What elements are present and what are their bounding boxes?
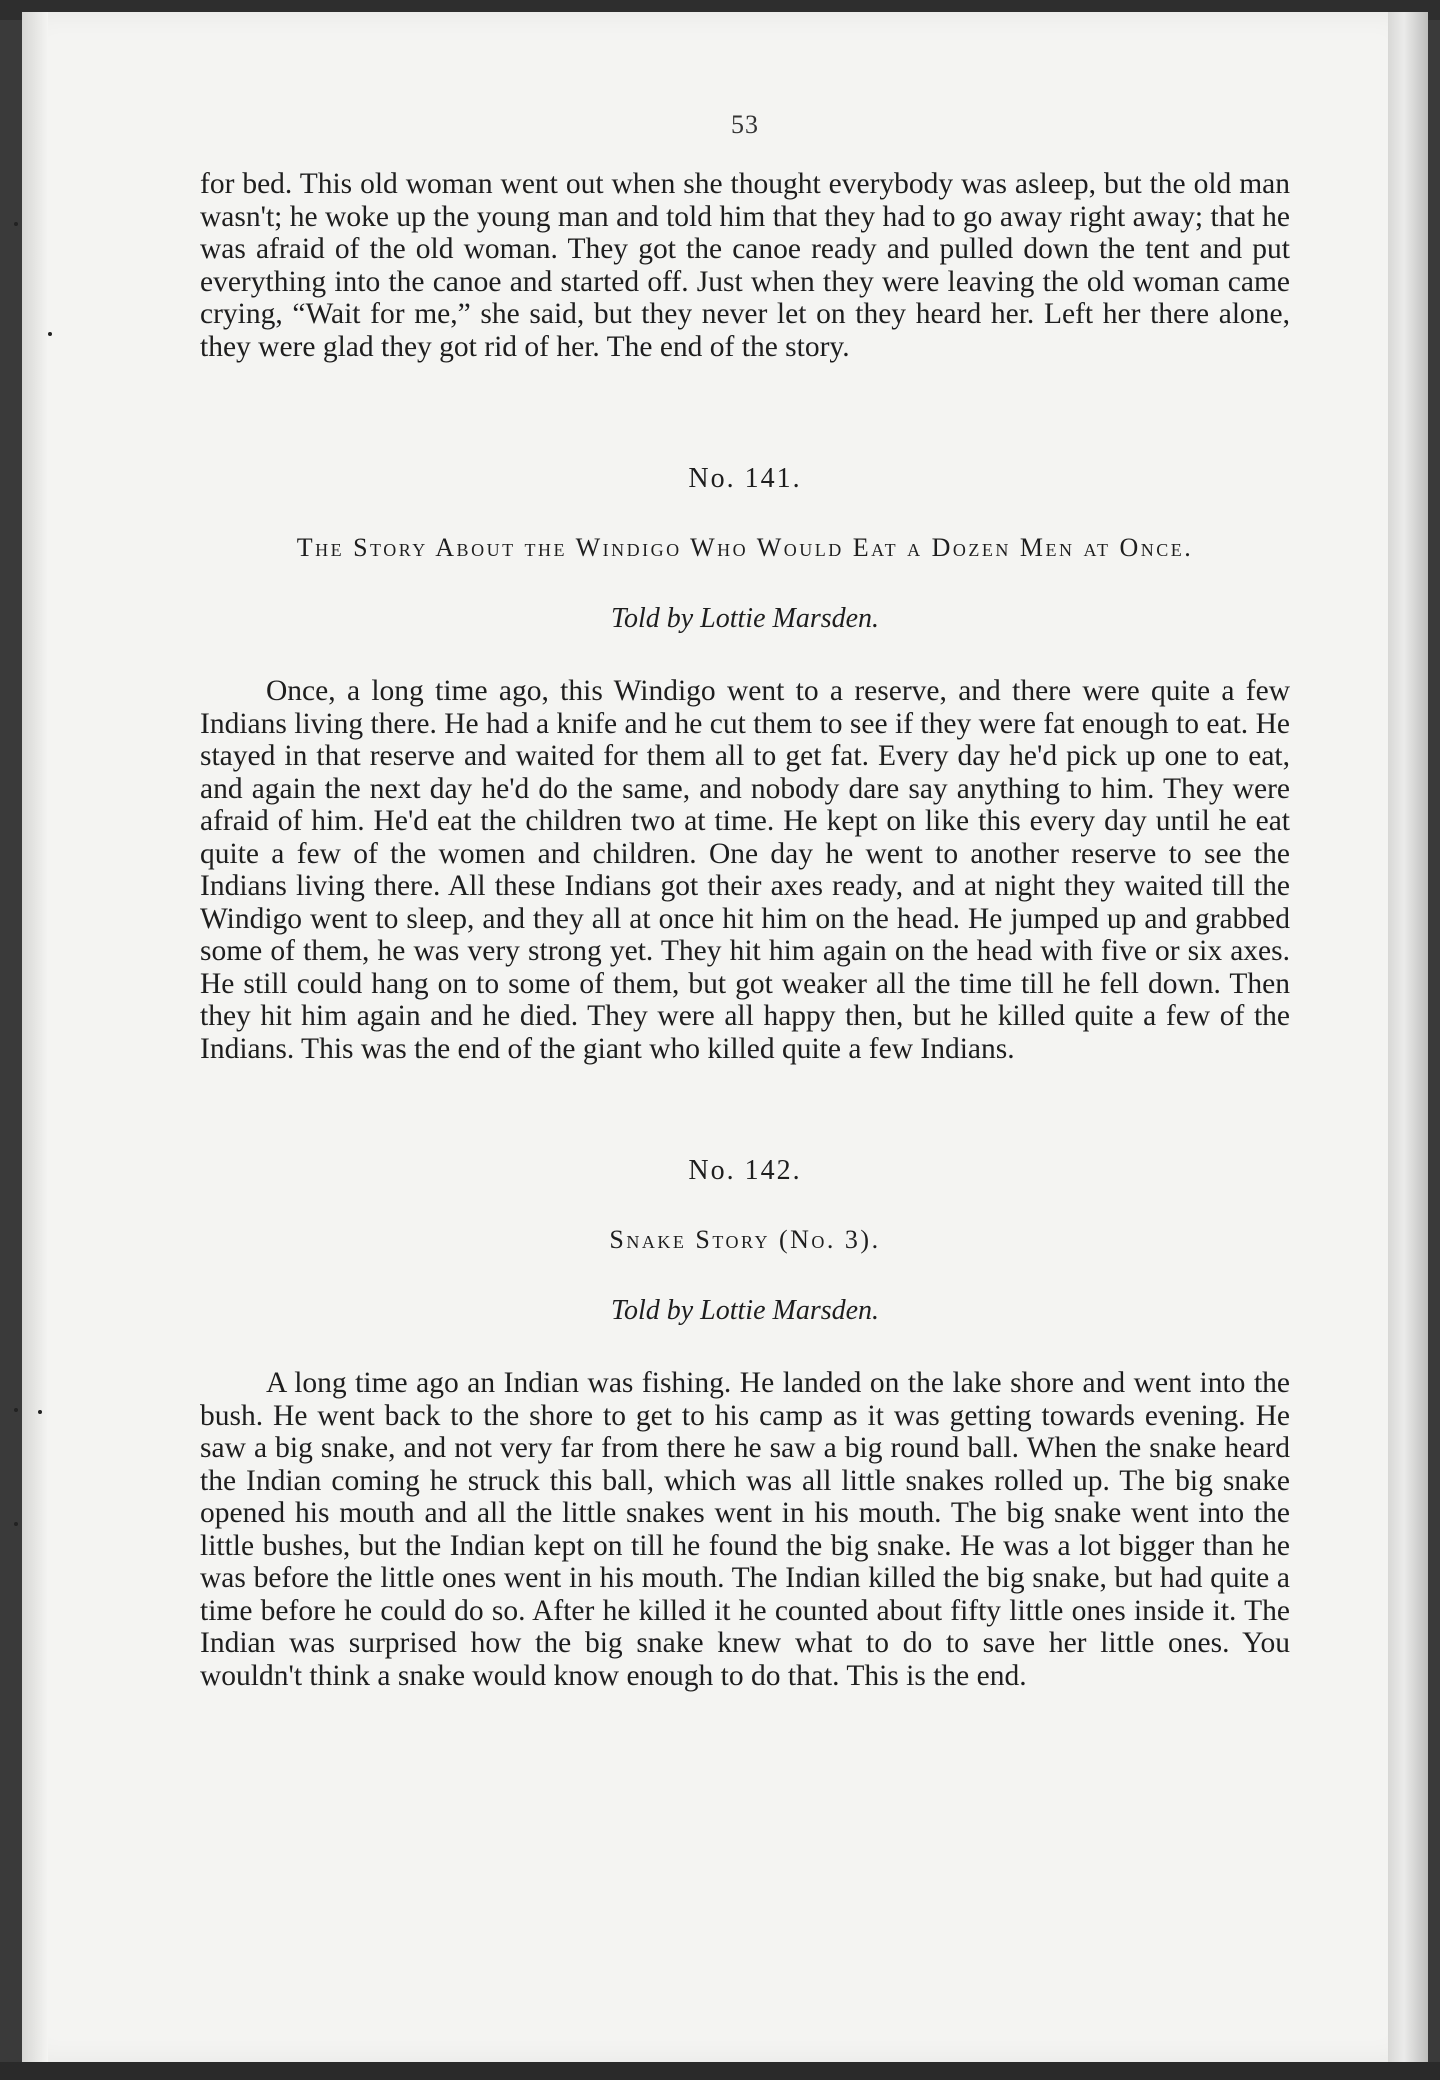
story-number: No. 142.	[688, 1155, 802, 1186]
page-content	[200, 110, 1290, 1692]
story-credit: Told by Lottie Marsden.	[610, 603, 880, 634]
story-number: No. 141.	[688, 463, 802, 494]
binding-hole-mark	[14, 1408, 18, 1412]
scan-background-bottom	[0, 2062, 1440, 2080]
story-credit: Told by Lottie Marsden.	[610, 1295, 880, 1326]
page-edge-stack	[1388, 12, 1428, 2062]
page-number: 53	[731, 110, 759, 139]
continued-story-text: for bed. This old woman went out when she thought everybody was asleep, but the old man wasn't; he woke up the young man and told him that they had to go away right away; that he was afraid of the old woman. They got the canoe ready and pulled down the tent and put everything into the canoe and started off. Just when they were leaving the old woman came crying, “Wait for me,” she said, but they never let on they heard her. Left her there alone, they were glad they got rid of her. The end of the story.	[200, 168, 1290, 363]
binding-hole-mark	[14, 222, 18, 226]
story-title: Snake Story (No. 3).	[609, 1225, 881, 1254]
story-title: The Story About the Windigo Who Would Eat a Dozen Men at Once.	[296, 533, 1194, 562]
binding-hole-mark	[38, 1410, 42, 1414]
binding-hole-mark	[48, 332, 52, 336]
story-text: Once, a long time ago, this Windigo went to a reserve, and there were quite a few Indians living there. He had a knife and he cut them to see if they were fat enough to eat. He stayed in that reserve and waited for them all to get fat. Every day he'd pick up one to eat, and again the next day he'd do the same, and nobody dare say anything to him. They were afraid of him. He'd eat the children two at time. He kept on like this every day until he eat quite a few of the women and children. One day he went to another reserve to see the Indians living there. All these Indians got their axes ready, and at night they waited till the Windigo went to sleep, and they all at once hit him on the head. He jumped up and grabbed some of them, he was very strong yet. They hit him again on the head with five or six axes. He still could hang on to some of them, but got weaker all the time till he fell down. Then they hit him again and he died. They were all happy then, but he killed quite a few of the Indians. This was the end of the giant who killed quite a few Indians.	[200, 675, 1290, 1065]
story-text: A long time ago an Indian was fishing. He landed on the lake shore and went into the bush. He went back to the shore to get to his camp as it was getting towards evening. He saw a big snake, and not very far from there he saw a big round ball. When the snake heard the Indian coming he struck this ball, which was all little snakes rolled up. The big snake opened his mouth and all the little snakes went in his mouth. The big snake went into the little bushes, but the Indian kept on till he found the big snake. He was a lot bigger than he was before the little ones went in his mouth. The Indian killed the big snake, but had quite a time before he could do so. After he killed it he counted about fifty little ones inside it. The Indian was surprised how the big snake knew what to do to save her little ones. You wouldn't think a snake would know enough to do that. This is the end.	[200, 1367, 1290, 1692]
page-gutter-shadow	[22, 12, 48, 2062]
binding-hole-mark	[14, 1522, 18, 1526]
story-141	[200, 463, 1290, 1065]
story-142	[200, 1155, 1290, 1692]
